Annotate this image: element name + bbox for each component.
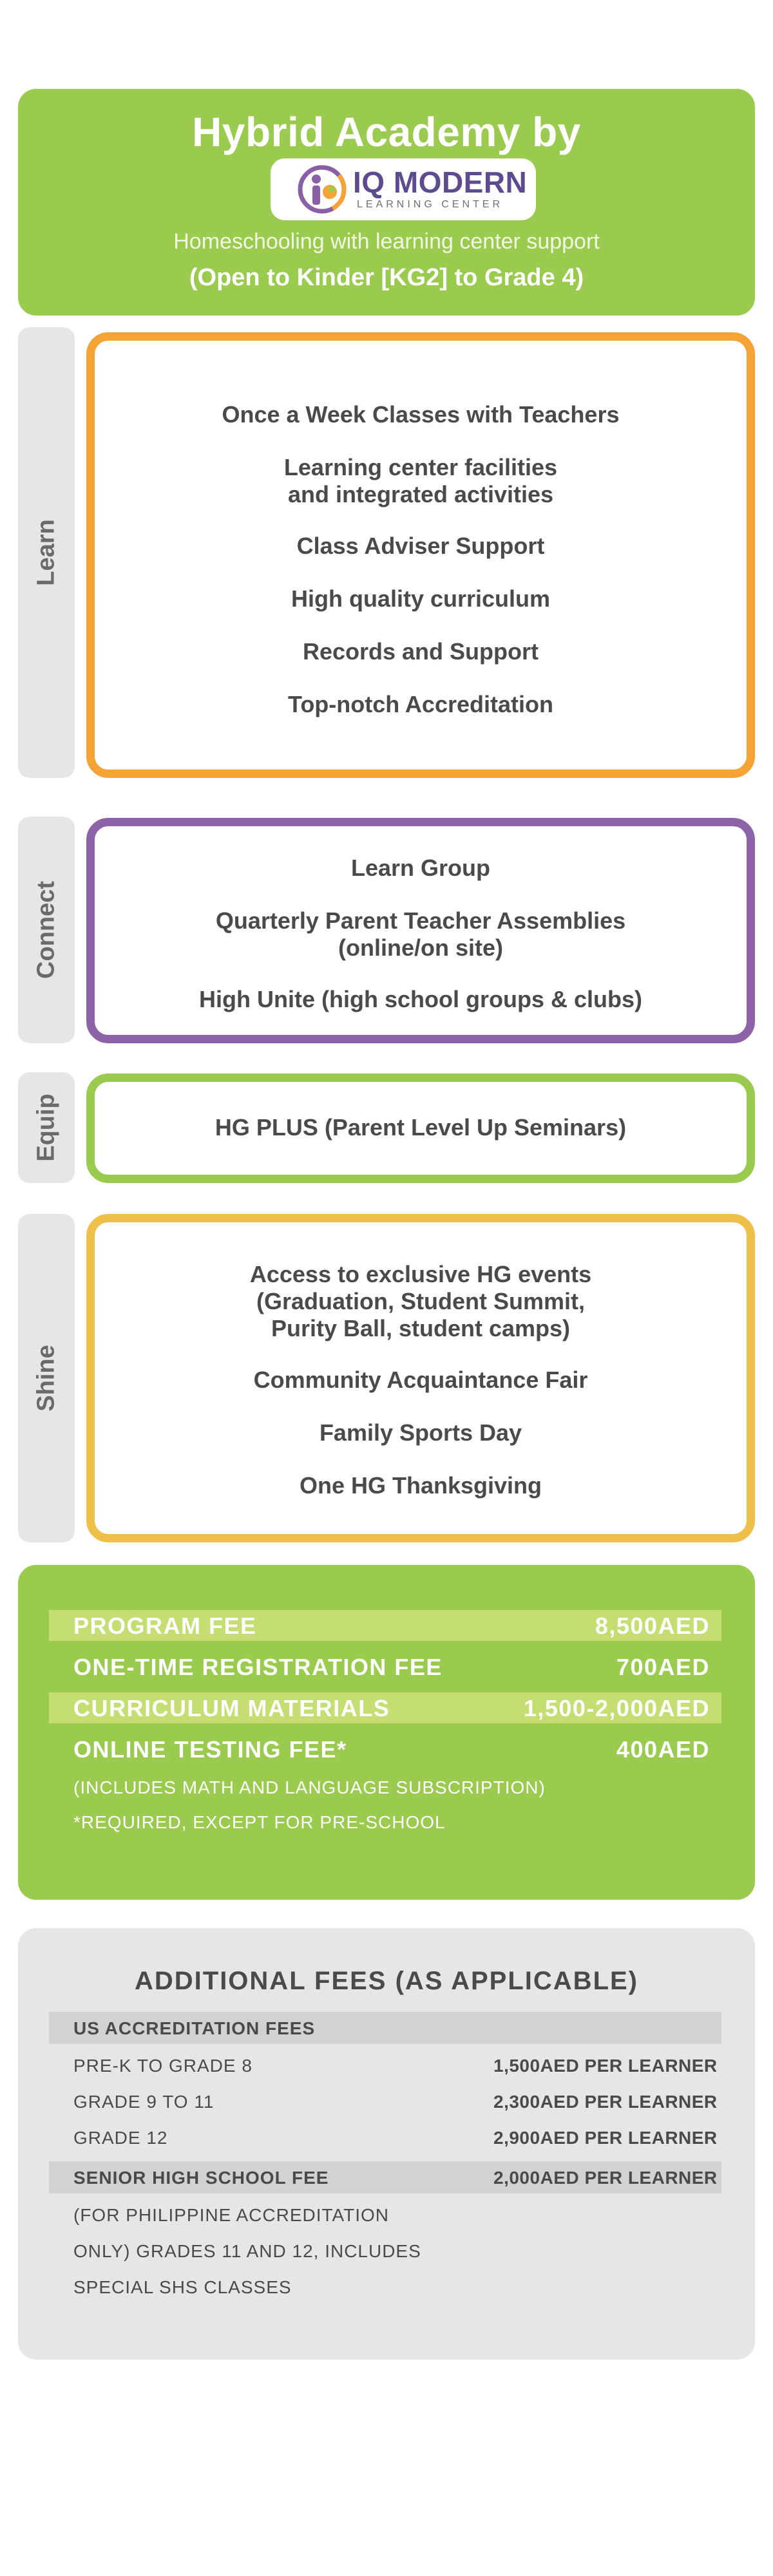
list-item: High quality curriculum: [291, 585, 551, 612]
connect-box: [86, 818, 755, 1043]
list-item: Once a Week Classes with Teachers: [222, 401, 620, 428]
senior-high-header: SENIOR HIGH SCHOOL FEE 2,000AED PER LEARNER: [49, 2161, 721, 2193]
header-banner: [18, 89, 755, 316]
fee-amount: 8,500AED: [595, 1613, 710, 1639]
learn-box: [86, 332, 755, 778]
fee-amount: 1,500-2,000AED: [523, 1695, 710, 1721]
additional-fees-panel: [18, 1928, 755, 2360]
shs-note: (FOR PHILIPPINE ACCREDITATION: [73, 2205, 390, 2225]
list-item: High Unite (high school groups & clubs): [199, 986, 642, 1012]
iq-modern-logo: [271, 158, 536, 220]
header-subtitle: Homeschooling with learning center support: [173, 229, 600, 254]
list-item: Top-notch Accreditation: [288, 691, 553, 717]
header-grades: (Open to Kinder [KG2] to Grade 4): [189, 264, 584, 291]
table-row: GRADE 12 2,900AED PER LEARNER: [73, 2128, 718, 2148]
side-tab-shine: [18, 1214, 75, 1542]
us-accreditation-header: US ACCREDITATION FEES: [49, 2012, 721, 2044]
logo-mark-icon: [296, 164, 348, 215]
list-item: One HG Thanksgiving: [299, 1472, 542, 1499]
section-label-learn: Learn: [32, 519, 60, 586]
fee-label: ONE-TIME REGISTRATION FEE: [73, 1654, 443, 1680]
shs-note: SPECIAL SHS CLASSES: [73, 2277, 292, 2297]
fee-amount: 700AED: [616, 1654, 710, 1680]
section-label-connect: Connect: [32, 881, 60, 979]
list-item: Access to exclusive HG events (Graduation, Student Summit, Purity Ball, student camps): [249, 1261, 592, 1341]
table-row: PRE-K TO GRADE 8 1,500AED PER LEARNER: [73, 2056, 718, 2076]
shine-box: [86, 1214, 755, 1542]
fees-panel: [18, 1565, 755, 1900]
fee-label: CURRICULUM MATERIALS: [73, 1695, 390, 1721]
fee-amount: 400AED: [616, 1736, 710, 1763]
list-item: HG PLUS (Parent Level Up Seminars): [215, 1114, 627, 1141]
additional-fees-title: ADDITIONAL FEES (AS APPLICABLE): [134, 1967, 639, 1995]
section-label-equip: Equip: [32, 1094, 60, 1162]
section-label-shine: Shine: [32, 1345, 60, 1412]
fee-row-testing: [49, 1734, 721, 1765]
fee-label: PROGRAM FEE: [73, 1613, 257, 1639]
list-item: Quarterly Parent Teacher Assemblies (online/on site): [215, 907, 626, 961]
side-tab-connect: [18, 817, 75, 1043]
fee-note-subscription: (INCLUDES MATH AND LANGUAGE SUBSCRIPTION): [73, 1777, 546, 1797]
fee-note-required: *REQUIRED, EXCEPT FOR PRE-SCHOOL: [73, 1812, 446, 1832]
side-tab-learn: [18, 327, 75, 778]
list-item: Family Sports Day: [319, 1419, 522, 1446]
logo-subtitle: LEARNING CENTER: [357, 199, 504, 210]
fee-row-program: [49, 1610, 721, 1641]
table-row: GRADE 9 TO 11 2,300AED PER LEARNER: [73, 2092, 718, 2112]
list-item: Learn Group: [350, 855, 491, 881]
page-title: Hybrid Academy by: [192, 109, 581, 155]
list-item: Learning center facilities and integrated activities: [283, 454, 558, 507]
shs-note: ONLY) GRADES 11 AND 12, INCLUDES: [73, 2241, 421, 2261]
side-tab-equip: [18, 1072, 75, 1183]
list-item: Class Adviser Support: [296, 533, 545, 559]
list-item: Records and Support: [302, 638, 539, 665]
fee-label: ONLINE TESTING FEE*: [73, 1736, 347, 1763]
fee-row-registration: [49, 1651, 721, 1682]
list-item: Community Acquaintance Fair: [253, 1367, 588, 1393]
equip-box: [86, 1074, 755, 1183]
fee-row-curriculum: [49, 1692, 721, 1723]
logo-name: IQ MODERN: [353, 166, 528, 199]
